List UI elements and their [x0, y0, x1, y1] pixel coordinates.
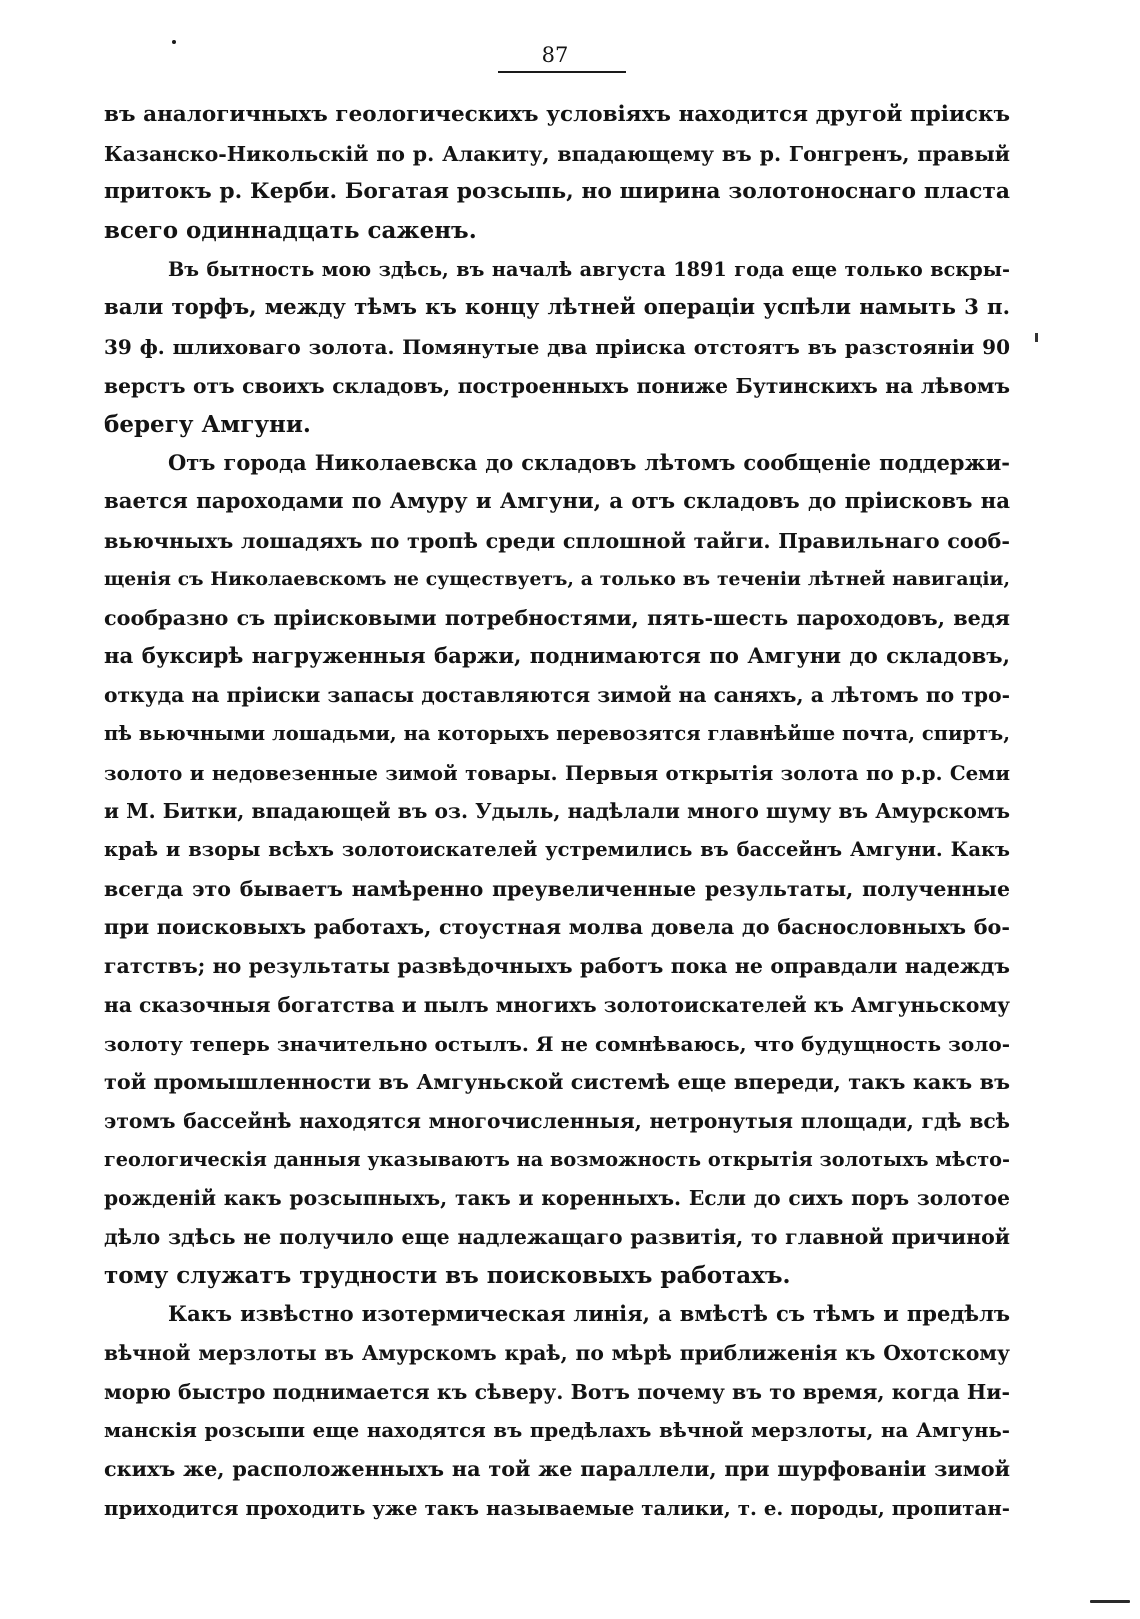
page-number-rule	[498, 71, 626, 73]
page-number: 87	[541, 43, 569, 67]
text-line: приходится проходить уже такъ называемые талики, т. е. породы, пропитан-	[104, 1495, 1010, 1520]
text-line: и М. Битки, впадающей въ оз. Удыль, надѣлали много шуму въ Амурскомъ	[104, 799, 1010, 824]
text-line: вали торфъ, между тѣмъ къ концу лѣтней операціи успѣли намыть 3 п.	[104, 295, 1010, 321]
text-line: всего одиннадцать саженъ.	[104, 217, 477, 245]
text-line: гатствъ; но результаты развѣдочныхъ работъ пока не оправдали надеждъ	[104, 954, 1010, 979]
text-line: притокъ р. Керби. Богатая розсыпь, но ширина золотоноснаго пласта	[104, 179, 1010, 205]
text-line: тому служатъ трудности въ поисковыхъ работахъ.	[104, 1261, 791, 1289]
text-line: краѣ и взоры всѣхъ золотоискателей устремились въ бассейнъ Амгуни. Какъ	[104, 838, 1010, 862]
page-text-body	[104, 96, 1010, 1527]
text-line: щенія съ Николаевскомъ не существуетъ, а только въ теченіи лѣтней навигаціи,	[104, 568, 1010, 591]
text-line: геологическія данныя указываютъ на возможность открытія золотыхъ мѣсто-	[104, 1147, 1010, 1171]
text-line: на сказочныя богатства и пылъ многихъ золотоискателей къ Амгуньскому	[104, 992, 1010, 1017]
text-line: Въ бытность мою здѣсь, въ началѣ августа 1891 года еще только вскры-	[168, 257, 1010, 281]
text-line: при поисковыхъ работахъ, стоустная молва довела до баснословныхъ бо-	[104, 915, 1010, 940]
text-line: рожденій какъ розсыпныхъ, такъ и коренныхъ. Если до сихъ поръ золотое	[104, 1186, 1010, 1211]
text-line: Какъ извѣстно изотермическая линія, а вмѣстѣ съ тѣмъ и предѣлъ	[168, 1301, 1010, 1327]
text-line: манскія розсыпи еще находятся въ предѣлахъ вѣчной мерзлоты, на Амгунь-	[104, 1418, 1010, 1443]
text-line: берегу Амгуни.	[104, 410, 311, 438]
text-line: откуда на пріиски запасы доставляются зимой на саняхъ, а лѣтомъ по тро-	[104, 683, 1010, 708]
stray-dot-mark	[172, 40, 176, 44]
text-line: этомъ бассейнѣ находятся многочисленныя, нетронутыя площади, гдѣ всѣ	[104, 1108, 1010, 1133]
stray-tick-mark	[1035, 333, 1038, 342]
text-line: той промышленности въ Амгуньской системѣ еще впереди, такъ какъ въ	[104, 1070, 1010, 1095]
text-line: верстъ отъ своихъ складовъ, построенныхъ пониже Бутинскихъ на лѣвомъ	[104, 373, 1010, 398]
page-corner-mark	[1090, 1600, 1130, 1603]
text-line: 39 ф. шлиховаго золота. Помянутые два пріиска отстоятъ въ разстояніи 90	[104, 335, 1010, 360]
text-line: золото и недовезенные зимой товары. Первыя открытія золота по р.р. Семи	[104, 760, 1010, 785]
text-line: морю быстро поднимается къ сѣверу. Вотъ почему въ то время, когда Ни-	[104, 1379, 1010, 1404]
text-line: пѣ вьючными лошадьми, на которыхъ перевозятся главнѣйше почта, спиртъ,	[104, 722, 1010, 745]
text-line: дѣло здѣсь не получило еще надлежащаго развитія, то главной причиной	[104, 1224, 1010, 1249]
text-line: Казанско-Никольскій по р. Алакиту, впадающему въ р. Гонгренъ, правый	[104, 141, 1010, 166]
text-line: на буксирѣ нагруженныя баржи, поднимаются по Амгуни до складовъ,	[104, 643, 1010, 669]
text-line: въ аналогичныхъ геологическихъ условіяхъ находится другой пріискъ	[104, 102, 1010, 127]
text-line: вѣчной мерзлоты въ Амурскомъ краѣ, по мѣрѣ приближенія къ Охотскому	[104, 1341, 1010, 1365]
text-line: сообразно съ пріисковыми потребностями, пять-шесть пароходовъ, ведя	[104, 605, 1010, 630]
text-line: всегда это бываетъ намѣренно преувеличенные результаты, полученные	[104, 876, 1010, 901]
text-line: вьючныхъ лошадяхъ по тропѣ среди сплошной тайги. Правильнаго сооб-	[104, 528, 1010, 553]
text-line: вается пароходами по Амуру и Амгуни, а отъ складовъ до пріисковъ на	[104, 488, 1010, 514]
text-line: скихъ же, расположенныхъ на той же параллели, при шурфованіи зимой	[104, 1457, 1010, 1482]
text-line: Отъ города Николаевска до складовъ лѣтомъ сообщеніе поддержи-	[168, 450, 1010, 476]
text-line: золоту теперь значительно остылъ. Я не сомнѣваюсь, что будущность золо-	[104, 1031, 1010, 1056]
